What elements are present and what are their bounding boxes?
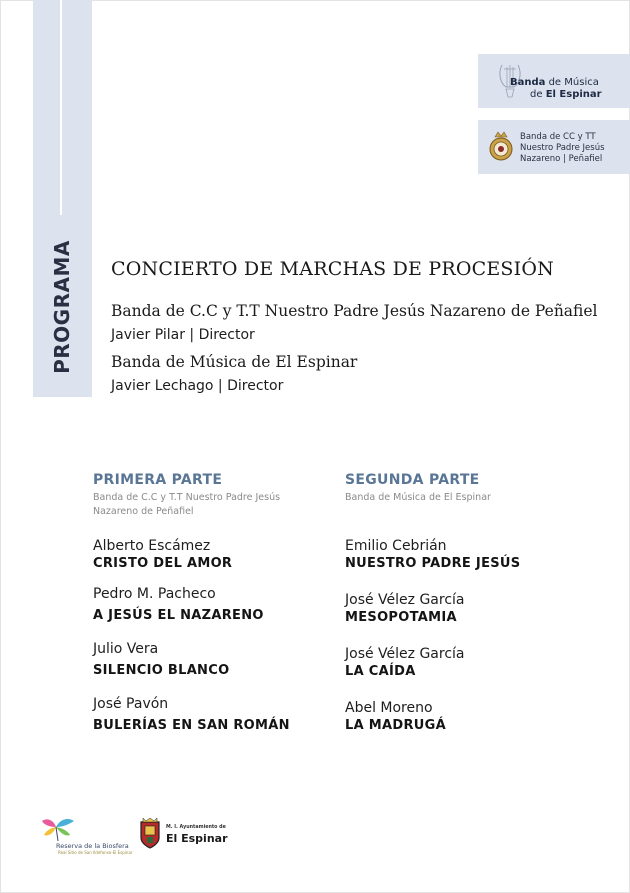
part-1-title: PRIMERA PARTE [93,472,223,488]
band-2-name: Banda de Música de El Espinar [111,353,358,371]
part-2-piece-1 [345,538,585,571]
band-1-director: Javier Pilar | Director [111,327,255,343]
banda-logo-place: El Espinar [545,89,602,100]
composer: Julio Vera [93,641,159,657]
banda-logo-text [510,77,602,101]
part-2-title: SEGUNDA PARTE [345,472,480,488]
biosfera-logo [38,815,133,860]
sidebar-title [44,227,80,387]
work-title: CRISTO DEL AMOR [93,556,233,571]
biosphere-icon [38,815,78,845]
work-title: BULERÍAS EN SAN ROMÁN [93,718,290,733]
banda-logo-pre: de [530,89,546,100]
banda-logo-bold: Banda [510,77,546,88]
part-2-piece-2 [345,592,585,625]
cctt-logo-text: Banda de CC y TT Nuestro Padre Jesús Nazareno | Peñafiel [520,132,605,164]
programa-label: PROGRAMA [50,240,74,374]
ayuntamiento-small-text: M. I. Ayuntamiento de [166,825,226,830]
band-1-name: Banda de C.C y T.T Nuestro Padre Jesús Nazareno de Peñafiel [111,302,598,320]
band-2-director: Javier Lechago | Director [111,378,284,394]
composer: Emilio Cebrián [345,538,447,554]
part-1-piece-4 [93,696,333,733]
part-2-piece-4 [345,700,585,733]
part-2-piece-3 [345,646,585,679]
biosfera-subtext: Real Sitio de San Ildefonso-El Espinar [58,850,133,855]
part-1-column [93,472,333,733]
biosfera-text: Reserva de la Biosfera [56,842,129,850]
part-1-piece-3 [93,641,333,678]
part-1-subtitle: Banda de C.C y T.T Nuestro Padre Jesús Nazareno de Peñafiel [93,492,281,517]
work-title: LA MADRUGÁ [345,718,446,733]
composer: José Vélez García [345,592,465,608]
ayuntamiento-name: El Espinar [166,832,228,845]
composer: José Pavón [93,696,169,712]
composer: Pedro M. Pacheco [93,586,216,602]
part-1-piece-2 [93,586,333,623]
concert-title: CONCIERTO DE MARCHAS DE PROCESIÓN [111,258,554,280]
work-title: A JESÚS EL NAZARENO [93,608,264,623]
ayuntamiento-logo [139,816,229,854]
work-title: LA CAÍDA [345,664,416,679]
banda-logo-rest: de Música [545,77,599,88]
composer: Alberto Escámez [93,538,211,554]
work-title: NUESTRO PADRE JESÚS [345,556,521,571]
crest-icon [486,129,516,165]
part-2-column [345,472,585,733]
work-title: MESOPOTAMIA [345,610,457,625]
work-title: SILENCIO BLANCO [93,663,230,678]
part-1-piece-1 [93,538,333,571]
composer: José Vélez García [345,646,465,662]
town-shield-icon [139,818,161,850]
cctt-penafiel-logo [478,120,630,174]
sidebar-divider [60,0,62,215]
part-2-subtitle: Banda de Música de El Espinar [345,492,491,503]
banda-espinar-logo [478,54,630,108]
composer: Abel Moreno [345,700,433,716]
